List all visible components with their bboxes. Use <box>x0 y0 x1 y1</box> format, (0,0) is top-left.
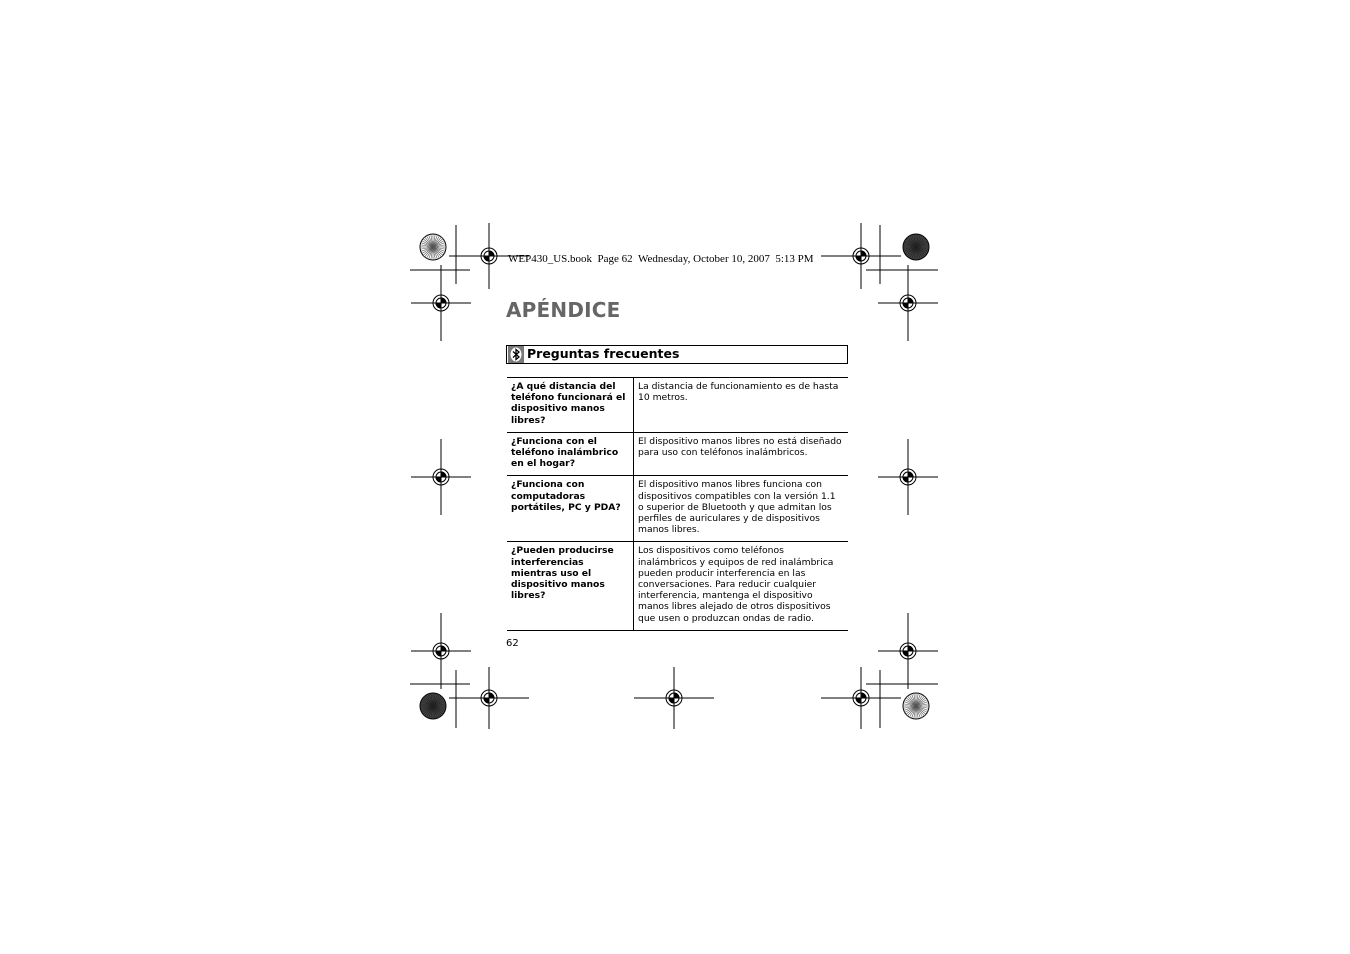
faq-question: ¿Funciona con computadoras portátiles, PC y PDA? <box>507 476 634 542</box>
faq-question: ¿A qué distancia del teléfono funcionará el dispositivo manos libres? <box>507 378 634 433</box>
starburst-mark <box>903 693 929 719</box>
faq-answer: El dispositivo manos libres funciona con dispositivos compatibles con la versión 1.1 o superior de Bluetooth y que admitan los perfiles de auriculares y de dispositivos manos libres. <box>634 476 849 542</box>
starburst-mark <box>420 693 446 719</box>
section-title: Preguntas frecuentes <box>527 346 680 361</box>
registration-mark <box>634 667 714 729</box>
page-title: APÉNDICE <box>506 298 621 322</box>
registration-mark <box>411 439 471 515</box>
registration-mark <box>821 667 901 729</box>
starburst-mark <box>420 234 446 260</box>
page-number: 62 <box>506 638 519 649</box>
table-row <box>507 378 848 433</box>
table-row <box>507 432 848 476</box>
faq-table <box>507 377 848 631</box>
starburst-mark <box>903 234 929 260</box>
registration-mark <box>878 613 938 689</box>
registration-mark <box>821 223 901 289</box>
faq-answer: El dispositivo manos libres no está diseñado para uso con teléfonos inalámbricos. <box>634 432 849 476</box>
table-row <box>507 542 848 630</box>
registration-mark <box>411 613 471 689</box>
registration-mark <box>878 265 938 341</box>
registration-mark <box>449 667 529 729</box>
registration-mark <box>411 265 471 341</box>
faq-answer: La distancia de funcionamiento es de hasta 10 metros. <box>634 378 849 433</box>
book-slug: WEP430_US.book Page 62 Wednesday, October 10, 2007 5:13 PM <box>508 253 814 265</box>
faq-question: ¿Funciona con el teléfono inalámbrico en el hogar? <box>507 432 634 476</box>
registration-mark <box>878 439 938 515</box>
table-row <box>507 476 848 542</box>
section-header <box>506 345 848 364</box>
bluetooth-icon <box>508 346 524 363</box>
faq-answer: Los dispositivos como teléfonos inalámbricos y equipos de red inalámbrica pueden producir interferencia en las conversaciones. Para reducir cualquier interferencia, mantenga el dispositivo manos libres alejado de otros dispositivos que usen o produzcan ondas de radio. <box>634 542 849 630</box>
faq-question: ¿Pueden producirse interferencias mientras uso el dispositivo manos libres? <box>507 542 634 630</box>
